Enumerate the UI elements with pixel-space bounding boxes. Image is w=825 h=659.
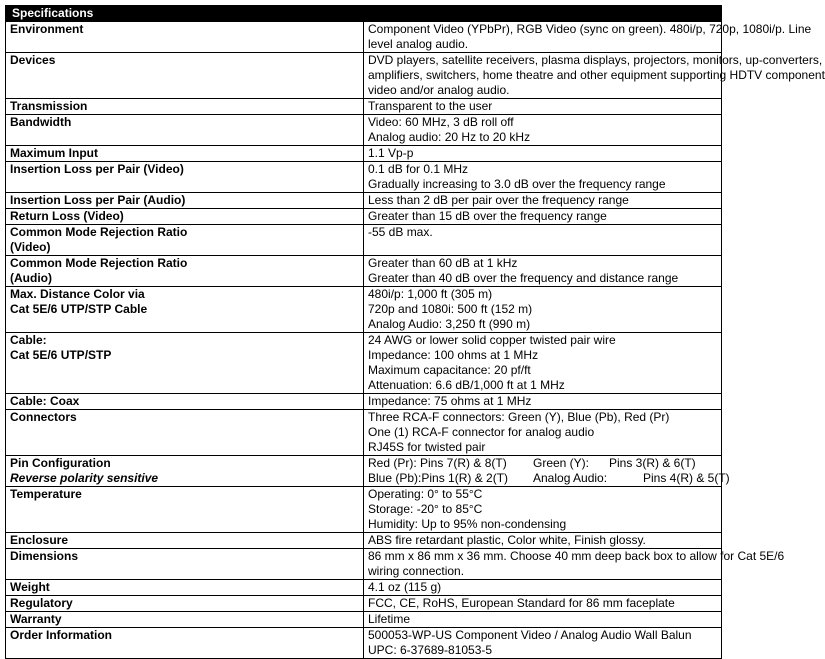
spec-label-line: Bandwidth: [10, 115, 72, 129]
spec-label-line: Warranty: [10, 612, 62, 626]
spec-value: [364, 115, 722, 146]
spec-value-line: 4.1 oz (115 g): [368, 580, 442, 594]
spec-value-line: UPC: 6-37689-81053-5: [368, 643, 493, 657]
spec-value-line: Component Video (YPbPr), RGB Video (sync on green). 480i/p, 720p, 1080i/p. Line: [368, 22, 812, 36]
spec-value-line: amplifiers, switchers, home theatre and other equipment supporting HDTV component: [368, 68, 825, 82]
spec-value: [364, 533, 722, 549]
spec-value: [364, 256, 722, 287]
spec-label: [6, 333, 364, 394]
spec-label: [6, 549, 364, 580]
spec-label: [6, 99, 364, 115]
spec-label: [6, 146, 364, 162]
spec-value-line: Maximum capacitance: 20 pf/ft: [368, 363, 531, 377]
spec-label: [6, 256, 364, 287]
spec-value: [364, 209, 722, 225]
spec-label: [6, 612, 364, 628]
pin-config-part: Pins 3(R) & 6(T): [609, 456, 696, 470]
spec-value-line: Storage: -20° to 85°C: [368, 502, 483, 516]
spec-label-line: Cable: Coax: [10, 394, 80, 408]
spec-value: [364, 193, 722, 209]
spec-row-temperature: [6, 487, 722, 533]
spec-label-line: Weight: [10, 580, 50, 594]
pin-config-line: [368, 471, 730, 486]
spec-row-common-mode-rejection-ratio-video: [6, 225, 722, 256]
spec-label-line: Cat 5E/6 UTP/STP: [10, 348, 112, 362]
spec-value: [364, 146, 722, 162]
spec-row-cable-cat-5e-6-utp-stp: [6, 333, 722, 394]
spec-value: [364, 628, 722, 659]
spec-row-enclosure: [6, 533, 722, 549]
spec-value-line: 86 mm x 86 mm x 36 mm. Choose 40 mm deep back box to allow for Cat 5E/6: [368, 549, 785, 563]
spec-value-line: Three RCA-F connectors: Green (Y), Blue (Pb), Red (Pr): [368, 410, 670, 424]
spec-value: [364, 394, 722, 410]
spec-label: [6, 533, 364, 549]
spec-value-line: 1.1 Vp-p: [368, 146, 414, 160]
spec-value: [364, 549, 785, 580]
spec-value: [364, 456, 730, 487]
spec-value-line: -55 dB max.: [368, 225, 433, 239]
pin-config-part: Analog Audio:: [533, 471, 608, 485]
spec-row-common-mode-rejection-ratio-audio: [6, 256, 722, 287]
spec-label-line: Cat 5E/6 UTP/STP Cable: [10, 302, 148, 316]
spec-row-environment: [6, 22, 722, 53]
spec-label: [6, 115, 364, 146]
spec-label: [6, 456, 364, 487]
spec-value: [364, 225, 722, 256]
spec-label: [6, 22, 364, 53]
spec-value-line: 480i/p: 1,000 ft (305 m): [368, 287, 493, 301]
spec-value-line: FCC, CE, RoHS, European Standard for 86 mm faceplate: [368, 596, 675, 610]
spec-value-line: Attenuation: 6.6 dB/1,000 ft at 1 MHz: [368, 378, 565, 392]
spec-label: [6, 596, 364, 612]
spec-value-line: video and/or analog audio.: [368, 83, 510, 97]
spec-value-line: Less than 2 dB per pair over the frequency range: [368, 193, 629, 207]
spec-label-line: Temperature: [10, 487, 82, 501]
spec-label-line: Enclosure: [10, 533, 69, 547]
spec-row-return-loss-video: [6, 209, 722, 225]
spec-label-line: Environment: [10, 22, 84, 36]
spec-label: [6, 162, 364, 193]
spec-row-dimensions: [6, 549, 722, 580]
specifications-body: [6, 6, 825, 659]
specifications-header-row: [6, 6, 722, 22]
spec-value: [364, 410, 722, 456]
spec-label-line: Order Information: [10, 628, 113, 642]
spec-row-insertion-loss-per-pair-video: [6, 162, 722, 193]
spec-label: [6, 53, 364, 99]
spec-value: [364, 22, 812, 53]
spec-value-line: ABS fire retardant plastic, Color white, Finish glossy.: [368, 533, 646, 547]
spec-label: [6, 628, 364, 659]
spec-label: [6, 209, 364, 225]
spec-row-connectors: [6, 410, 722, 456]
spec-value: [364, 162, 722, 193]
spec-value: [364, 333, 722, 394]
spec-label-line: Regulatory: [10, 596, 73, 610]
spec-value: [364, 596, 722, 612]
spec-value-line: Analog Audio: 3,250 ft (990 m): [368, 317, 531, 331]
spec-value-line: 24 AWG or lower solid copper twisted pair wire: [368, 333, 616, 347]
spec-value-line: 0.1 dB for 0.1 MHz: [368, 162, 469, 176]
spec-value: [364, 287, 722, 333]
spec-row-order-information: [6, 628, 722, 659]
spec-value-line: Greater than 60 dB at 1 kHz: [368, 256, 518, 270]
spec-row-warranty: [6, 612, 722, 628]
spec-value-line: Impedance: 100 ohms at 1 MHz: [368, 348, 539, 362]
spec-row-maximum-input: [6, 146, 722, 162]
spec-value-line: wiring connection.: [368, 564, 465, 578]
specifications-table: [5, 5, 825, 659]
spec-value-line: Greater than 40 dB over the frequency and distance range: [368, 271, 679, 285]
spec-label-line: Return Loss (Video): [10, 209, 124, 223]
spec-label-line: (Video): [10, 240, 51, 254]
spec-label-line: Insertion Loss per Pair (Audio): [10, 193, 186, 207]
spec-value: [364, 612, 722, 628]
pin-config-part: Blue (Pb):Pins 1(R) & 2(T): [368, 471, 509, 485]
spec-value: [364, 99, 722, 115]
spec-label: [6, 580, 364, 596]
spec-row-cable-coax: [6, 394, 722, 410]
spec-label-line: Pin Configuration: [10, 456, 111, 470]
spec-label: [6, 225, 364, 256]
spec-value-line: RJ45S for twisted pair: [368, 440, 486, 454]
spec-value-line: Transparent to the user: [368, 99, 493, 113]
spec-value-line: DVD players, satellite receivers, plasma displays, projectors, monitors, up-converters,: [368, 53, 823, 67]
spec-label-line: Common Mode Rejection Ratio: [10, 256, 188, 270]
spec-label: [6, 287, 364, 333]
spec-value-line: 720p and 1080i: 500 ft (152 m): [368, 302, 533, 316]
spec-row-insertion-loss-per-pair-audio: [6, 193, 722, 209]
spec-label-line: Insertion Loss per Pair (Video): [10, 162, 184, 176]
spec-value-line: Gradually increasing to 3.0 dB over the frequency range: [368, 177, 666, 191]
spec-value-line: One (1) RCA-F connector for analog audio: [368, 425, 595, 439]
spec-label-line: Connectors: [10, 410, 77, 424]
spec-value: [364, 580, 722, 596]
spec-label: [6, 410, 364, 456]
pin-config-part: Green (Y):: [533, 456, 590, 470]
spec-row-bandwidth: [6, 115, 722, 146]
spec-row-devices: [6, 53, 722, 99]
spec-row-transmission: [6, 99, 722, 115]
pin-config-part: Red (Pr): Pins 7(R) & 8(T): [368, 456, 507, 470]
spec-value-line: Analog audio: 20 Hz to 20 kHz: [368, 130, 531, 144]
spec-label: [6, 193, 364, 209]
spec-row-max-distance-color-via-cat-5e-6-utp-stp-cable: [6, 287, 722, 333]
spec-value: [364, 53, 825, 99]
spec-row-regulatory: [6, 596, 722, 612]
spec-value-line: Video: 60 MHz, 3 dB roll off: [368, 115, 514, 129]
spec-label: [6, 487, 364, 533]
spec-value-line: Operating: 0° to 55°C: [368, 487, 483, 501]
spec-label-line: Dimensions: [10, 549, 79, 563]
spec-label-line: Devices: [10, 53, 56, 67]
spec-value-line: Lifetime: [368, 612, 411, 626]
pin-config-line: [368, 456, 717, 471]
spec-label-line: Cable:: [10, 333, 47, 347]
spec-value-line: level analog audio.: [368, 37, 469, 51]
spec-label: [6, 394, 364, 410]
spec-row-pin-configuration: [6, 456, 722, 487]
spec-label-line: Transmission: [10, 99, 88, 113]
spec-label-line: (Audio): [10, 271, 52, 285]
specifications-title: Specifications: [6, 6, 722, 22]
spec-label-line: Max. Distance Color via: [10, 287, 145, 301]
spec-label-note: Reverse polarity sensitive: [10, 471, 159, 485]
spec-label-line: Maximum Input: [10, 146, 99, 160]
spec-label-line: Common Mode Rejection Ratio: [10, 225, 188, 239]
spec-value: [364, 487, 722, 533]
spec-row-weight: [6, 580, 722, 596]
spec-value-line: Impedance: 75 ohms at 1 MHz: [368, 394, 532, 408]
spec-value-line: Greater than 15 dB over the frequency range: [368, 209, 607, 223]
spec-value-line: Humidity: Up to 95% non-condensing: [368, 517, 567, 531]
pin-config-part: Pins 4(R) & 5(T): [643, 471, 730, 485]
spec-value-line: 500053-WP-US Component Video / Analog Audio Wall Balun: [368, 628, 692, 642]
